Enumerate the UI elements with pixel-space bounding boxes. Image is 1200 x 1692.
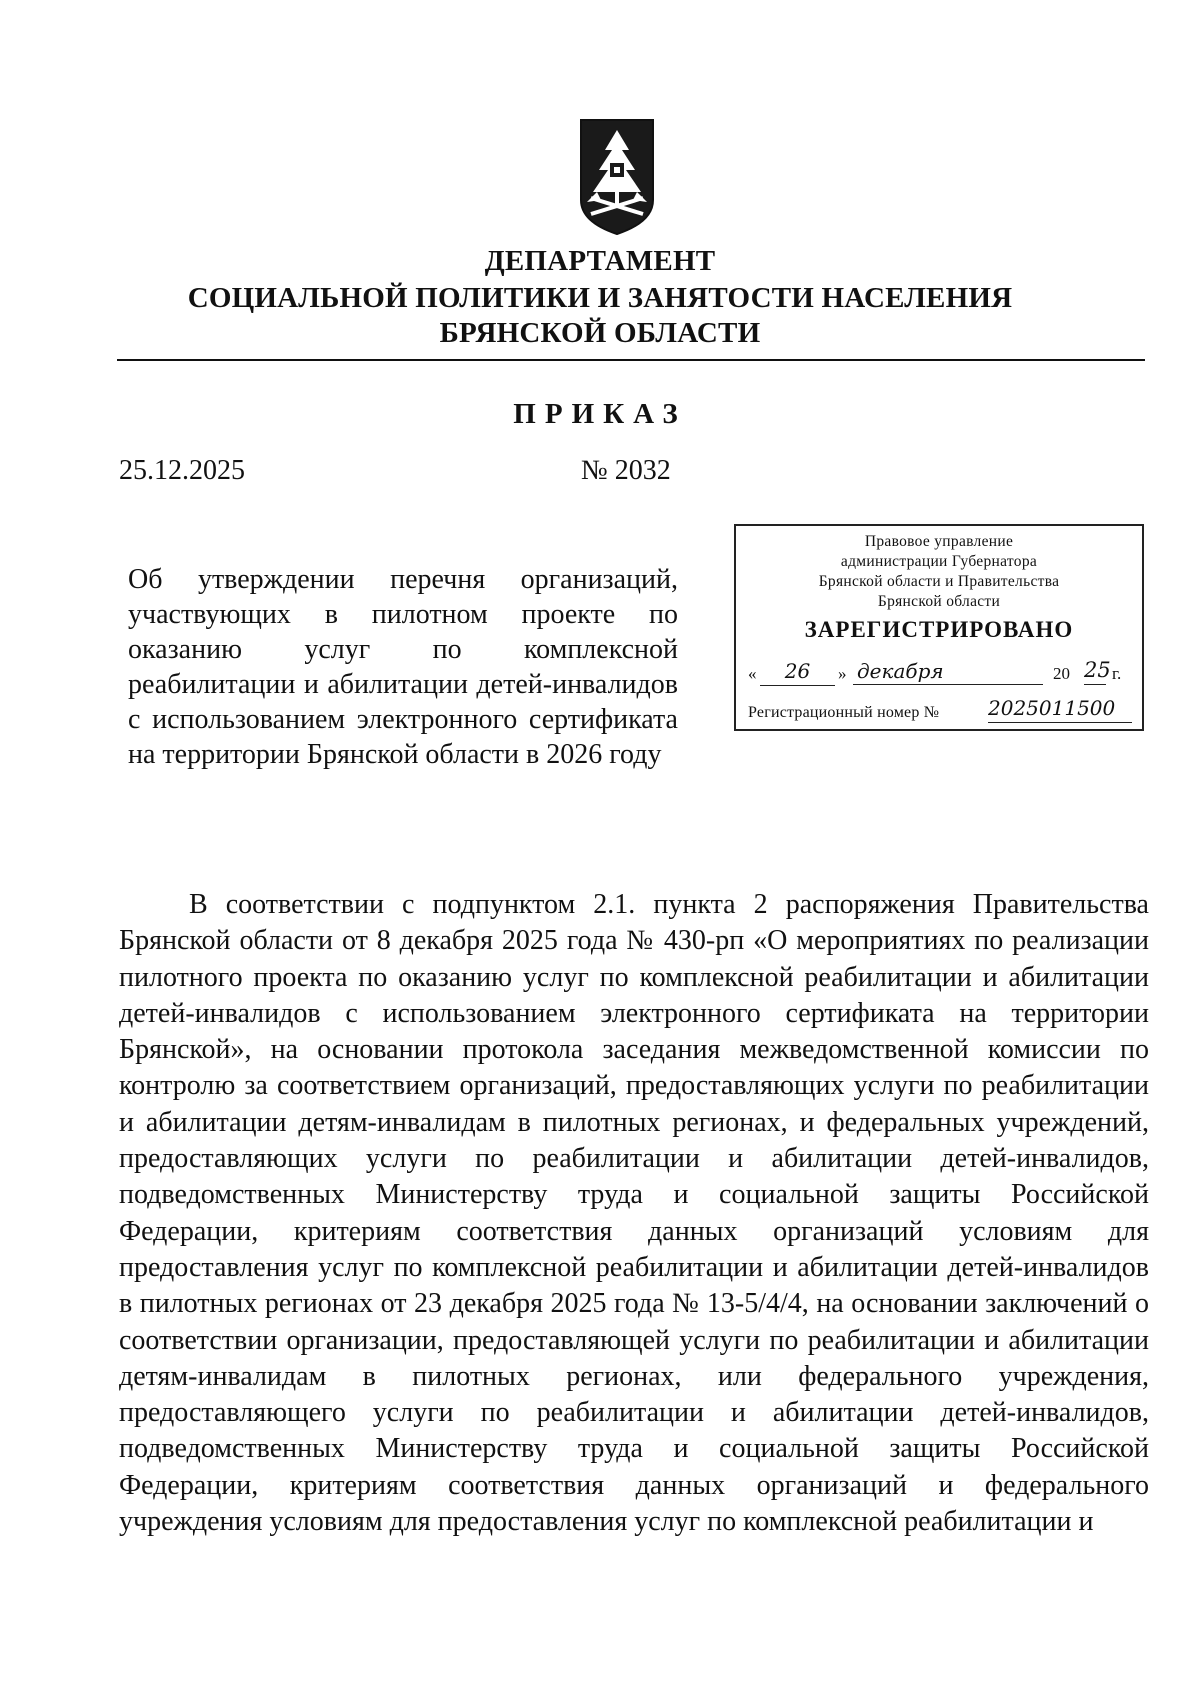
order-body-paragraph: В соответствии с подпунктом 2.1. пункта 2 распоряжения Правительства Брянской области от 8 декабря 2025 года № 430-рп «О мероприятиях по реализации пилотного проекта по оказанию услуг по комплексной реабилитации и абилитации детей-инвалидов с использованием электронного сертификата на территории Брянской», на основании протокола заседания межведомственной комиссии по контролю за соответствием организаций, предоставляющих услуги по реабилитации и абилитации детям-инвалидам в пилотных регионах, и федеральных учреждений, предоставляющих услуги по реабилитации и абилитации детей-инвалидов, подведомственных Министерству труда и социальной защиты Российской Федерации, критериям соответствия данных организаций условиям для предоставления услуг по комплексной реабилитации и абилитации детей-инвалидов в пилотных регионах от 23 декабря 2025 года № 13-5/4/4, на основании заключений о соответствии организации, предоставляющей услуги по реабилитации и абилитации детям-инвалидам в пилотных регионах, или федерального учреждения, предоставляющего услуги по реабилитации и абилитации детей-инвалидов, подведомственных Министерству труда и социальной защиты Российской Федерации, критериям соответствия данных организаций и федерального учреждения условиям для предоставления услуг по комплексной реабилитации и bbox=[119, 889, 1149, 1538]
header-divider bbox=[117, 359, 1145, 361]
stamp-org-line-2: администрации Губернатора bbox=[840, 553, 1038, 570]
stamp-status: ЗАРЕГИСТРИРОВАНО bbox=[804, 617, 1074, 642]
stamp-org-line-3: Брянской области и Правительства bbox=[818, 573, 1060, 590]
order-subject: Об утверждении перечня организаций, участвующих в пилотном проекте по оказанию услуг по комплексной реабилитации и абилитации детей-инвалидов с использованием электронного сертификата на территории Брянской области в 2026 году bbox=[128, 564, 678, 770]
order-number: № 2032 bbox=[581, 455, 671, 486]
stamp-year-suffix: г. bbox=[1112, 664, 1122, 683]
order-date: 25.12.2025 bbox=[119, 455, 245, 486]
department-title-line-2: СОЦИАЛЬНОЙ ПОЛИТИКИ И ЗАНЯТОСТИ НАСЕЛЕНИЯ bbox=[187, 282, 1013, 314]
stamp-day: 26 bbox=[760, 659, 835, 686]
stamp-org-line-4: Брянской области bbox=[877, 593, 1001, 610]
stamp-quote-close: » bbox=[838, 664, 847, 683]
registration-stamp bbox=[734, 524, 1144, 731]
department-title-line-1: ДЕПАРТАМЕНТ bbox=[484, 245, 716, 277]
stamp-year-handwritten: 25 bbox=[1084, 658, 1106, 685]
coat-of-arms-emblem bbox=[579, 118, 655, 236]
stamp-registration-number: 2025011500 bbox=[988, 696, 1132, 723]
stamp-month: декабря bbox=[853, 659, 1043, 685]
department-title-line-3: БРЯНСКОЙ ОБЛАСТИ bbox=[439, 317, 761, 349]
stamp-quote-open: « bbox=[748, 664, 757, 683]
stamp-registration-number-row bbox=[748, 696, 1134, 726]
stamp-org-line-1: Правовое управление bbox=[864, 533, 1014, 550]
order-title: ПРИКАЗ bbox=[513, 398, 687, 430]
stamp-year-prefix: 20 bbox=[1053, 664, 1070, 683]
stamp-date-row bbox=[748, 658, 1134, 690]
stamp-registration-label: Регистрационный номер № bbox=[748, 704, 940, 721]
